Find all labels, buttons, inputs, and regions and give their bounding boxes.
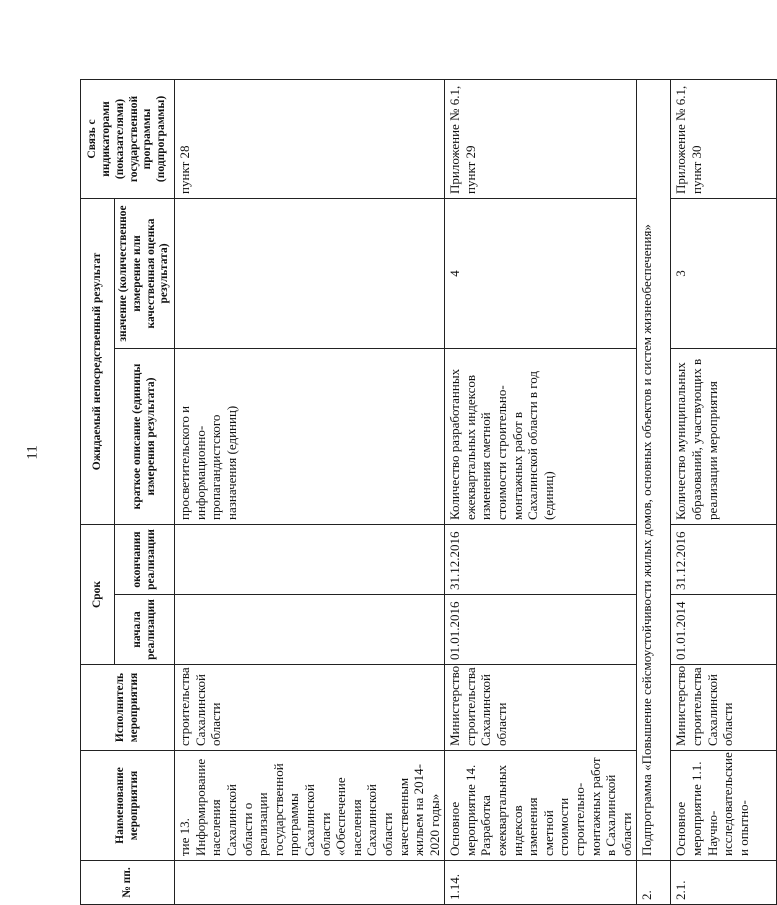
header-num: № пп. [81,861,175,905]
cell-link: Приложение № 6.1, пункт 29 [445,79,637,198]
cell-num: 1.14. [445,861,637,905]
cell-value [175,198,445,348]
cell-name: тие 13. Информирование населения Сахалинской области о реализации государственной программы Сахалинской области «Обеспечение населения Сахалинской области качественным жильем на 2014-2020 годы» [175,751,445,861]
table-row [175,79,445,904]
header-term: Срок [81,524,115,664]
page-number: 11 [24,445,41,460]
header-term-start: начала реализации [115,595,175,665]
cell-end: 31.12.2016 [671,524,777,594]
header-result-desc: краткое описание (единицы измерения результата) [115,348,175,524]
section-num: 2. [637,861,671,905]
cell-name: Основное мероприятие 14. Разработка ежеквартальных индексов изменения сметной стоимости строительно-монтажных работ в Сахалинской области [445,751,637,861]
cell-executor: строительства Сахалинской области [175,665,445,751]
document-sheet [80,80,751,905]
cell-start: 01.01.2016 [445,595,637,665]
header-link: Связь с индикаторами (показателями) государственной программы (подпрограммы) [81,79,175,198]
header-row-1 [81,79,115,904]
cell-executor: Министерство строительства Сахалинской области [445,665,637,751]
cell-end: 31.12.2016 [445,524,637,594]
cell-desc: Количество муниципальных образований, участвующих в реализации мероприятия [671,348,777,524]
cell-executor: Министерство строительства Сахалинской области [671,665,777,751]
table-row [671,79,777,904]
cell-num [175,861,445,905]
cell-desc: просветительского и информационно-пропагандистского назначения (единиц) [175,348,445,524]
cell-value: 3 [671,198,777,348]
cell-num: 2.1. [671,861,777,905]
header-result-value: значение (количественное измерение или качественная оценка результата) [115,198,175,348]
section-title: Подпрограмма «Повышение сейсмоустойчивости жилых домов, основных объектов и систем жизнеобеспечения» [637,79,671,860]
cell-link: Приложение № 6.1, пункт 30 [671,79,777,198]
header-executor: Исполнитель мероприятия [81,665,175,751]
section-row [637,79,671,904]
header-term-end: окончания реализации [115,524,175,594]
cell-desc: Количество разработанных ежеквартальных индексов изменения сметной стоимости строительно-монтажных работ в Сахалинской области в год (единиц) [445,348,637,524]
table-row [445,79,637,904]
cell-end [175,524,445,594]
cell-start: 01.01.2014 [671,595,777,665]
cell-value: 4 [445,198,637,348]
cell-link: пункт 28 [175,79,445,198]
cell-start [175,595,445,665]
cell-name: Основное мероприятие 1.1. Научно-исследовательские и опытно- [671,751,777,861]
header-result: Ожидаемый непосредственный результат [81,198,115,524]
header-name: Наименование мероприятия [81,751,175,861]
measures-table [80,79,777,905]
